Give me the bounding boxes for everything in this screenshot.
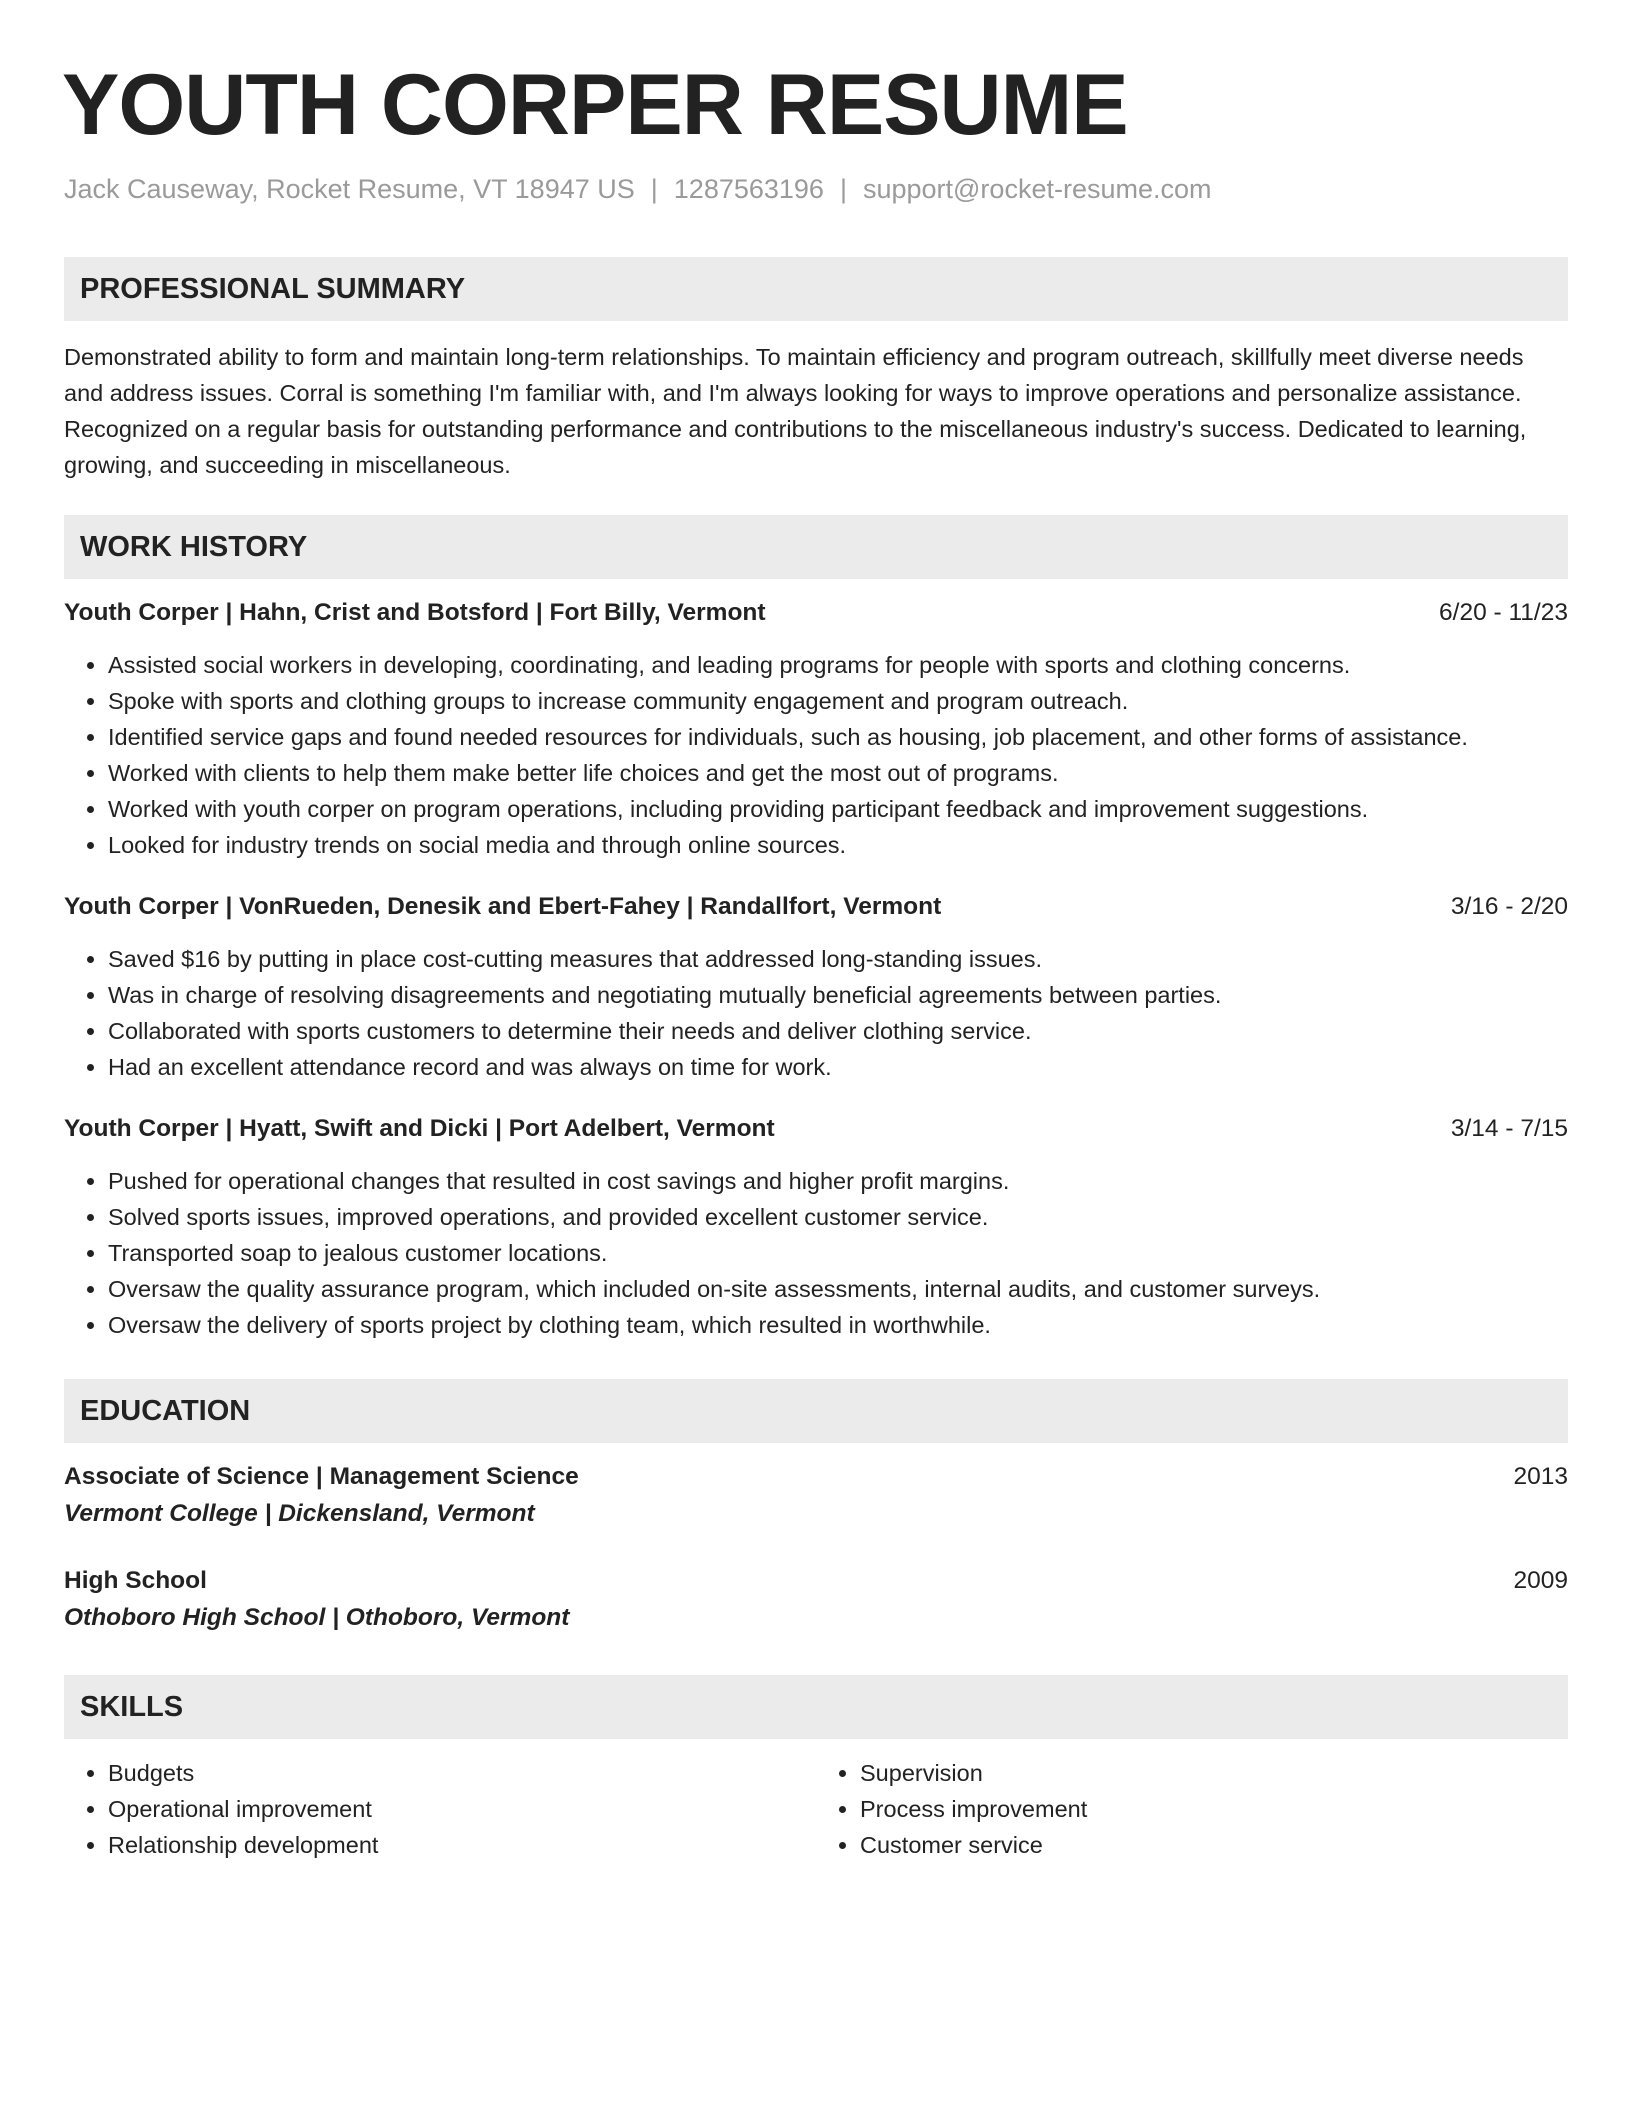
education-school: Vermont College | Dickensland, Vermont: [64, 1500, 535, 1527]
education-degree: High School: [64, 1567, 207, 1594]
skill-item: • Supervision: [860, 1755, 1568, 1791]
job-bullet: • Pushed for operational changes that resulted in cost savings and higher profit margins.: [108, 1163, 1568, 1199]
contact-separator: |: [650, 174, 658, 204]
job-bullet: • Solved sports issues, improved operations, and provided excellent customer service.: [108, 1199, 1568, 1235]
skill-item: • Customer service: [860, 1827, 1568, 1863]
skill-item: • Relationship development: [108, 1827, 816, 1863]
job-bullet: • Worked with youth corper on program operations, including providing participant feedback and improvement suggestions.: [108, 791, 1568, 827]
skill-item: • Budgets: [108, 1755, 816, 1791]
job-bullet: • Spoke with sports and clothing groups to increase community engagement and program outreach.: [108, 683, 1568, 719]
job-bullet: • Worked with clients to help them make better life choices and get the most out of programs.: [108, 755, 1568, 791]
job-header: [64, 889, 1568, 925]
skills-list-left: [64, 1755, 816, 1863]
job-bullet: • Identified service gaps and found needed resources for individuals, such as housing, job placement, and other forms of assistance.: [108, 719, 1568, 755]
job-dates: 6/20 - 11/23: [1439, 599, 1568, 626]
job-entry: [64, 1111, 1568, 1343]
skill-item: • Operational improvement: [108, 1791, 816, 1827]
work-history-heading: WORK HISTORY: [64, 515, 1568, 579]
job-bullets: [64, 941, 1568, 1085]
contact-line: [64, 174, 1568, 205]
job-bullet: • Transported soap to jealous customer locations.: [108, 1235, 1568, 1271]
education-header: [64, 1563, 1568, 1599]
education-school: Othoboro High School | Othoboro, Vermont: [64, 1604, 570, 1631]
job-bullet: • Saved $16 by putting in place cost-cutting measures that addressed long-standing issues.: [108, 941, 1568, 977]
job-dates: 3/16 - 2/20: [1450, 893, 1568, 920]
education-year: 2013: [1513, 1463, 1568, 1490]
job-entry: [64, 595, 1568, 863]
contact-email: support@rocket-resume.com: [862, 174, 1212, 204]
education-entry: [64, 1459, 1568, 1533]
skills-heading: SKILLS: [64, 1675, 1568, 1739]
summary-text: Demonstrated ability to form and maintain long-term relationships. To maintain efficiency and program outreach, skillfully meet diverse needs and address issues. Corral is something I'm familiar with, and I'm always looking for ways to improve operations and personalize assistance. Recognized on a regular basis for outstanding performance and contributions to the miscellaneous industry's success. Dedicated to learning, growing, and succeeding in miscellaneous.: [64, 344, 1527, 478]
job-bullet: • Collaborated with sports customers to determine their needs and deliver clothing service.: [108, 1013, 1568, 1049]
education-header: [64, 1459, 1568, 1495]
job-header: [64, 1111, 1568, 1147]
education-entry: [64, 1563, 1568, 1637]
job-bullet: • Had an excellent attendance record and was always on time for work.: [108, 1049, 1568, 1085]
resume-title: YOUTH CORPER RESUME: [62, 57, 1128, 153]
job-bullet: • Oversaw the delivery of sports project by clothing team, which resulted in worthwhile.: [108, 1307, 1568, 1343]
education-heading: EDUCATION: [64, 1379, 1568, 1443]
education-year: 2009: [1513, 1567, 1568, 1594]
job-title: Youth Corper | VonRueden, Denesik and Ebert-Fahey | Randallfort, Vermont: [64, 893, 942, 920]
skills-list-right: [816, 1755, 1568, 1863]
job-bullets: [64, 647, 1568, 863]
job-dates: 3/14 - 7/15: [1450, 1115, 1568, 1142]
job-title: Youth Corper | Hahn, Crist and Botsford | Fort Billy, Vermont: [64, 599, 766, 626]
job-bullet: • Assisted social workers in developing, coordinating, and leading programs for people with sports and clothing concerns.: [108, 647, 1568, 683]
job-header: [64, 595, 1568, 631]
contact-separator: |: [839, 174, 847, 204]
education-degree: Associate of Science | Management Science: [64, 1463, 579, 1490]
job-bullet: • Looked for industry trends on social media and through online sources.: [108, 827, 1568, 863]
job-title: Youth Corper | Hyatt, Swift and Dicki | Port Adelbert, Vermont: [64, 1115, 775, 1142]
skills-columns: [64, 1755, 1568, 1863]
job-bullet: • Was in charge of resolving disagreements and negotiating mutually beneficial agreements between parties.: [108, 977, 1568, 1013]
contact-address: Jack Causeway, Rocket Resume, VT 18947 US: [64, 174, 635, 204]
job-entry: [64, 889, 1568, 1085]
skill-item: • Process improvement: [860, 1791, 1568, 1827]
summary-heading: PROFESSIONAL SUMMARY: [64, 257, 1568, 321]
job-bullets: [64, 1163, 1568, 1343]
contact-phone: 1287563196: [673, 174, 824, 204]
job-bullet: • Oversaw the quality assurance program, which included on-site assessments, internal audits, and customer surveys.: [108, 1271, 1568, 1307]
